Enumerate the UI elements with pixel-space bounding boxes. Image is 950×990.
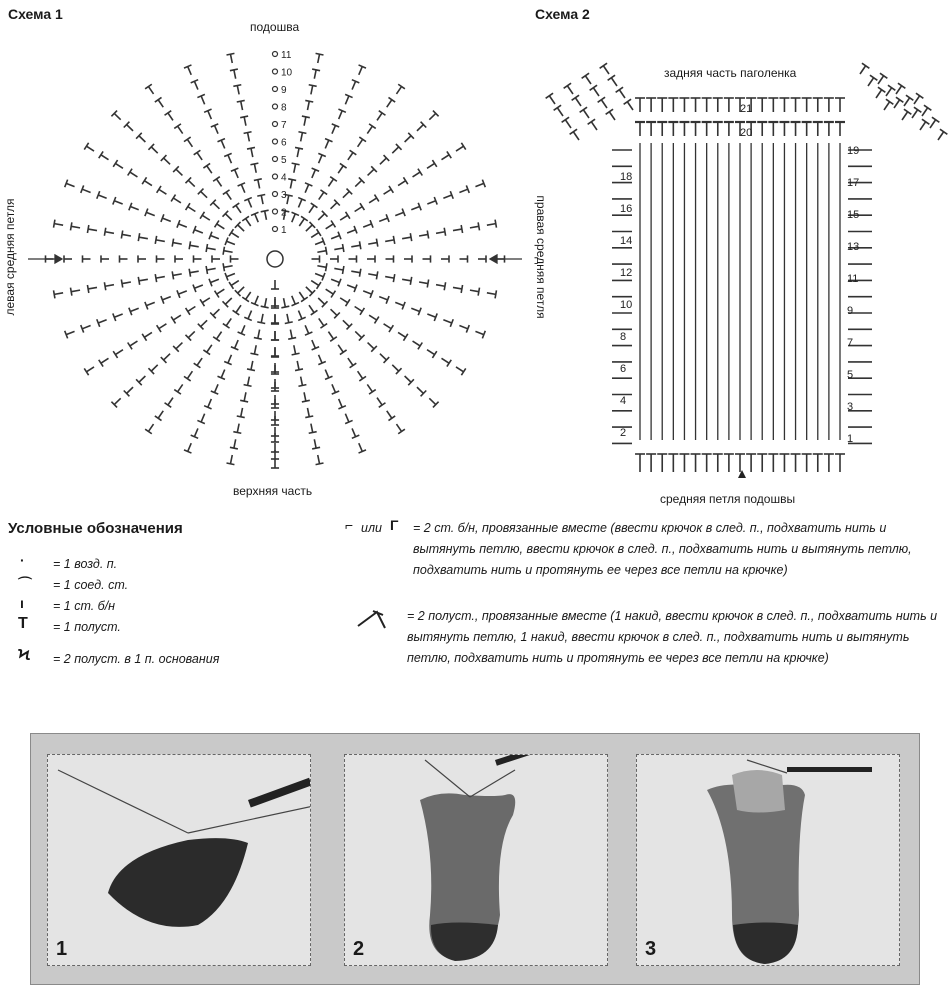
row-number: 3: [281, 190, 287, 201]
photo-2: [344, 754, 608, 966]
slip-stitch-icon: ⌒: [18, 576, 32, 592]
row-number: 1: [847, 433, 854, 445]
stitch-column: [668, 98, 678, 472]
photo-1-number: 1: [56, 938, 68, 960]
photo-strip: [30, 733, 920, 985]
hdc-stitch-icon: [554, 105, 563, 116]
legend-or: или: [361, 521, 382, 535]
hdc-stitch-icon: [894, 97, 903, 108]
row-number: 3: [847, 401, 854, 413]
half-double-icon: T: [18, 615, 28, 632]
hdc-stitch-icon: [886, 85, 895, 96]
hdc-stitch-icon: [878, 73, 887, 84]
photo-1-illustration: [48, 755, 310, 965]
row-number: 4: [620, 395, 627, 407]
legend-item-text: = 1 ст. б/н: [53, 599, 116, 613]
photo-1: [47, 754, 311, 966]
hdc-stitch-icon: [868, 75, 877, 86]
two-hdc-one-base-icon: Ϟ: [18, 647, 31, 664]
stitch-column: [679, 98, 689, 472]
row-number: 1: [281, 225, 287, 236]
hdc-stitch-icon: [902, 109, 911, 120]
row-number: 14: [620, 235, 633, 247]
hdc-stitch-icon: [860, 63, 869, 74]
stitch-column: [713, 98, 723, 472]
hdc-stitch-icon: [912, 107, 921, 118]
hdc-stitch-icon: [572, 95, 581, 106]
scheme2-title: Схема 2: [535, 6, 590, 22]
legend-item-slip: [8, 575, 328, 596]
row-number: 5: [281, 155, 287, 166]
scheme2-label-top: задняя часть паголенка: [664, 66, 797, 80]
stitch-column: [702, 98, 712, 472]
legend-item-text: = 1 полуст.: [53, 620, 121, 634]
stitch-column: [635, 98, 645, 472]
row-number: 7: [847, 337, 854, 349]
stitch-column: [824, 98, 834, 472]
photo-3-illustration: [637, 755, 899, 965]
hdc-stitch-icon: [598, 97, 607, 108]
chain-dot-icon: ·: [20, 552, 25, 568]
stitch-column: [779, 98, 789, 472]
hdc-stitch-icon: [896, 83, 905, 94]
row-number: 11: [281, 50, 292, 61]
row-number: 20: [740, 127, 753, 139]
stitch-column: [757, 98, 767, 472]
stitch-column: [646, 98, 656, 472]
photo-2-number: 2: [353, 938, 365, 960]
hdc-stitch-icon: [914, 93, 923, 104]
stitch-column: [802, 98, 812, 472]
photo-3: [636, 754, 900, 966]
hdc-stitch-icon: [588, 119, 597, 130]
row-number: 7: [281, 120, 287, 131]
hdc-stitch-icon: [608, 75, 617, 86]
hdc-stitch-icon: [922, 105, 931, 116]
stitch-column: [791, 98, 801, 472]
row-number: 8: [281, 102, 287, 114]
hdc-stitch-icon: [938, 129, 947, 140]
hdc-stitch-icon: [616, 87, 625, 98]
stitch-column: [724, 98, 734, 472]
legend-item-sc: [8, 596, 328, 617]
row-number: 13: [847, 241, 860, 253]
row-number: 11: [847, 273, 859, 285]
row-number: 5: [847, 369, 854, 381]
single-crochet-icon: ı: [20, 595, 24, 611]
hdc-stitch-icon: [904, 95, 913, 106]
hdc-stitch-icon: [876, 87, 885, 98]
stitch-column: [835, 98, 845, 472]
row-number: 6: [620, 363, 627, 375]
row-number: 4: [281, 172, 287, 184]
row-number: 19: [847, 145, 860, 157]
stitch-column: [746, 98, 756, 472]
row-number: 18: [620, 171, 633, 183]
legend-item-hdc: [8, 617, 328, 649]
photo-3-number: 3: [645, 938, 657, 960]
legend-title: Условные обозначения: [8, 520, 183, 537]
row-number: 10: [620, 299, 633, 311]
row-number: 8: [620, 331, 627, 343]
sc2tog-icon: ⌐: [345, 517, 354, 533]
row-number: 15: [847, 209, 860, 221]
stitch-column: [691, 98, 701, 472]
row-number: 17: [847, 177, 860, 189]
row-number: 2: [281, 207, 287, 219]
legend-item-text: = 2 полуст. в 1 п. основания: [53, 652, 220, 666]
stitch-column: [768, 98, 778, 472]
legend-item-text: = 1 соед. ст.: [53, 578, 129, 592]
hdc-stitch-icon: [606, 109, 615, 120]
hdc-stitch-icon: [624, 99, 633, 110]
hdc-stitch-icon: [562, 117, 571, 128]
hdc-stitch-icon: [564, 83, 573, 94]
hdc-stitch-icon: [570, 129, 579, 140]
photo-2-illustration: [345, 755, 607, 965]
scheme1-label-right: правая средняя петля: [534, 195, 548, 319]
hdc2tog-icon: [355, 606, 395, 636]
scheme1-label-left: левая средняя петля: [3, 198, 17, 316]
stitch-column: [813, 98, 823, 472]
legend-list: [8, 554, 328, 670]
hdc-stitch-icon: [600, 63, 609, 74]
hdc-stitch-icon: [930, 117, 939, 128]
scheme1-label-bottom: верхняя часть: [233, 484, 313, 498]
scheme1-label-top: подошва: [250, 20, 300, 34]
legend-decrease-hdc-text: = 2 полуст., провязанные вместе (1 накид, ввести крючок в след. п., подхватить нить и вытянуть петлю, 1 накид, ввести крючок в след. п., подхватить нить и вытянуть петлю, подхватить нить и протянуть ее через все петли на крючке): [407, 609, 938, 665]
legend-item-2hdc: [8, 649, 328, 670]
stitch-column: [657, 98, 667, 472]
row-number: 6: [281, 137, 287, 149]
sc2tog-alt-icon: Γ: [390, 517, 399, 533]
hdc-stitch-icon: [920, 119, 929, 130]
stitch-column: [735, 98, 745, 472]
legend-decrease-sc-text: = 2 ст. б/н, провязанные вместе (ввести крючок в след. п., подхватить нить и вытянуть петлю, ввести крючок в след. п., подхватить нить и вытянуть петлю, подхватить нить и протянуть ее через все петли на крючке): [413, 521, 912, 577]
hdc-stitch-icon: [582, 73, 591, 84]
row-number: 16: [620, 203, 633, 215]
row-number: 10: [281, 67, 293, 79]
legend-item-text: = 1 возд. п.: [53, 557, 118, 571]
legend-item-chain: [8, 554, 328, 575]
row-number: 9: [847, 305, 854, 317]
row-number: 12: [620, 267, 633, 279]
scheme1-title: Схема 1: [8, 6, 63, 22]
hdc-stitch-icon: [580, 107, 589, 118]
hdc-stitch-icon: [546, 93, 555, 104]
scheme2-label-bottom: средняя петля подошвы: [660, 492, 796, 506]
hdc-stitch-icon: [590, 85, 599, 96]
row-number: 9: [281, 85, 287, 96]
row-number: 2: [620, 427, 627, 439]
hdc-stitch-icon: [884, 99, 893, 110]
row-number: 21: [740, 103, 753, 115]
